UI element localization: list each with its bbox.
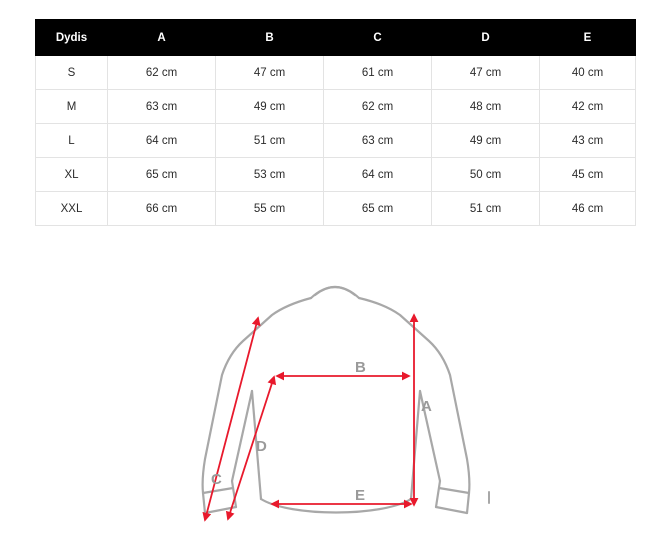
cell-e: 45 cm [540,158,636,192]
table-header-row [36,20,636,56]
cell-c: 64 cm [324,158,432,192]
cell-e: 42 cm [540,90,636,124]
cell-a: 66 cm [108,192,216,226]
cell-d: 48 cm [432,90,540,124]
measurement-arrows [205,315,414,520]
table-row [36,124,636,158]
column-header-b: B [216,20,324,56]
cell-e: 40 cm [540,56,636,90]
measure-label-b: B [355,359,366,376]
cell-size: XXL [36,192,108,226]
cell-b: 55 cm [216,192,324,226]
table-row [36,90,636,124]
cell-c: 61 cm [324,56,432,90]
size-table [35,19,636,226]
table-row [36,192,636,226]
cell-d: 51 cm [432,192,540,226]
cell-d: 49 cm [432,124,540,158]
cell-d: 50 cm [432,158,540,192]
sweatshirt-outline-icon [203,287,489,513]
cell-b: 51 cm [216,124,324,158]
size-table-container [35,19,635,226]
cell-c: 63 cm [324,124,432,158]
cell-e: 46 cm [540,192,636,226]
measure-label-c: C [211,471,222,488]
cell-size: S [36,56,108,90]
measure-label-a: A [421,398,432,415]
cell-size: M [36,90,108,124]
measure-label-d: D [256,438,267,455]
cell-a: 63 cm [108,90,216,124]
cell-b: 47 cm [216,56,324,90]
size-table-body [36,56,636,226]
cell-size: XL [36,158,108,192]
cell-size: L [36,124,108,158]
column-header-c: C [324,20,432,56]
garment-measurement-diagram [0,245,670,560]
cell-a: 65 cm [108,158,216,192]
table-row [36,56,636,90]
column-header-e: E [540,20,636,56]
table-row [36,158,636,192]
cell-a: 64 cm [108,124,216,158]
cell-e: 43 cm [540,124,636,158]
cell-b: 49 cm [216,90,324,124]
cell-c: 62 cm [324,90,432,124]
garment-diagram-container [0,245,670,560]
column-header-a: A [108,20,216,56]
measure-label-e: E [355,487,366,504]
cell-b: 53 cm [216,158,324,192]
cell-a: 62 cm [108,56,216,90]
column-header-size: Dydis [36,20,108,56]
column-header-d: D [432,20,540,56]
cell-c: 65 cm [324,192,432,226]
cell-d: 47 cm [432,56,540,90]
size-table-head [36,20,636,56]
